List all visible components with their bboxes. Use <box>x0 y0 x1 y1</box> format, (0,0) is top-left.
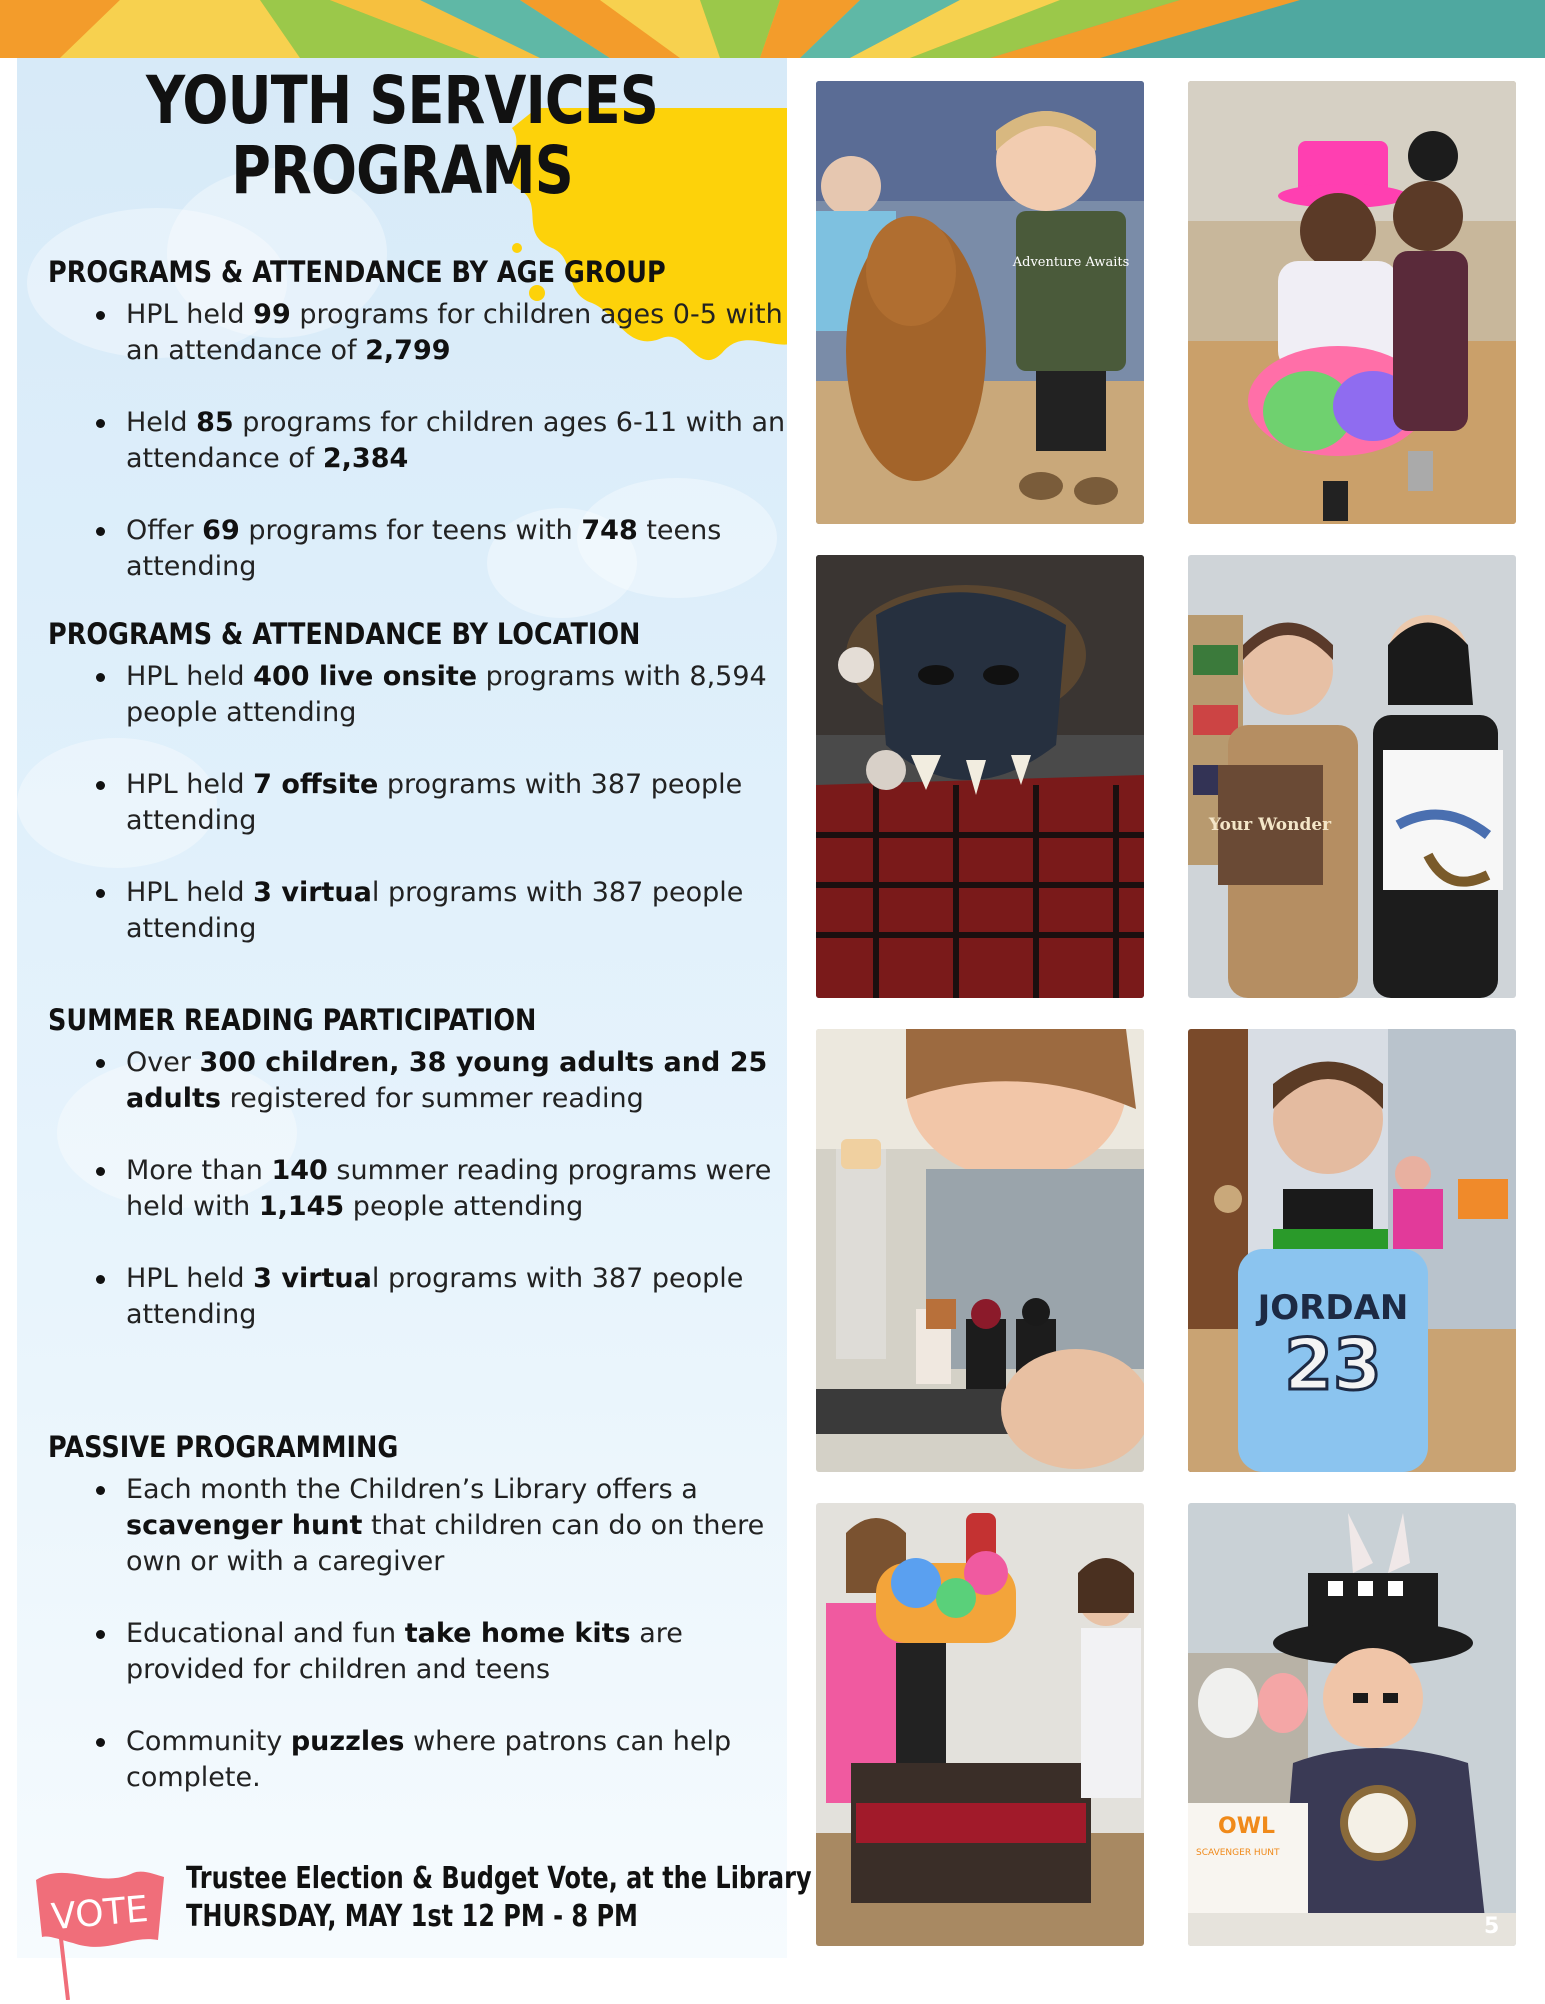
section-age-group <box>48 255 788 585</box>
section-heading: PROGRAMS & ATTENDANCE BY LOCATION <box>48 617 641 651</box>
photo-boy-jordan-lego <box>1188 1029 1516 1472</box>
list-item: Held 85 programs for children ages 6-11 with an attendance of 2,384 <box>96 405 788 477</box>
svg-text:Your Wonder: Your Wonder <box>1208 815 1332 835</box>
list-item: HPL held 3 virtual programs with 387 people attending <box>96 1261 788 1333</box>
photo-child-with-dog <box>816 81 1144 524</box>
photo-lego-figures <box>816 1029 1144 1472</box>
bullet-list <box>48 1472 788 1796</box>
list-item: HPL held 400 live onsite programs with 8,594 people attending <box>96 659 788 731</box>
section-passive-programming <box>48 1430 788 1796</box>
svg-text:VOTE: VOTE <box>49 1888 151 1939</box>
svg-text:SCAVENGER HUNT: SCAVENGER HUNT <box>1196 1848 1280 1858</box>
section-location <box>48 617 788 947</box>
vote-line-1: Trustee Election & Budget Vote, at the Library <box>186 1861 812 1896</box>
list-item: HPL held 99 programs for children ages 0-5 with an attendance of 2,799 <box>96 297 788 369</box>
section-heading: PASSIVE PROGRAMMING <box>48 1430 399 1464</box>
photo-woman-girl-book <box>1188 555 1516 998</box>
svg-text:OWL: OWL <box>1218 1814 1275 1839</box>
photo-kids-dress-up-trunk <box>816 1503 1144 1946</box>
vote-announcement <box>186 1860 812 1936</box>
photo-child-wolf-mask <box>816 555 1144 998</box>
svg-text:23: 23 <box>1284 1324 1382 1406</box>
bullet-list <box>48 659 788 947</box>
bullet-list <box>48 297 788 585</box>
list-item: Each month the Children’s Library offers a scavenger hunt that children can do on there own or with a caregiver <box>96 1472 788 1580</box>
list-item: Educational and fun take home kits are provided for children and teens <box>96 1616 788 1688</box>
page-number: 5 <box>1484 1914 1500 1939</box>
page-title <box>72 62 732 209</box>
vote-line-2: THURSDAY, MAY 1st 12 PM - 8 PM <box>186 1899 638 1934</box>
bullet-list <box>48 1045 788 1333</box>
svg-text:JORDAN: JORDAN <box>1257 1288 1409 1328</box>
title-line-2: PROGRAMS <box>231 132 573 209</box>
list-item: More than 140 summer reading programs were held with 1,145 people attending <box>96 1153 788 1225</box>
list-item: Community puzzles where patrons can help complete. <box>96 1724 788 1796</box>
list-item: Over 300 children, 38 young adults and 25 adults registered for summer reading <box>96 1045 788 1117</box>
list-item: Offer 69 programs for teens with 748 teens attending <box>96 513 788 585</box>
list-item: HPL held 3 virtual programs with 387 people attending <box>96 875 788 947</box>
list-item: HPL held 7 offsite programs with 387 people attending <box>96 767 788 839</box>
title-line-1: YOUTH SERVICES <box>145 62 659 139</box>
photo-girls-dress-up <box>1188 81 1516 524</box>
top-decorative-band <box>0 0 1545 58</box>
svg-text:Adventure Awaits: Adventure Awaits <box>1012 255 1130 270</box>
photo-woman-mad-hatter <box>1188 1503 1516 1946</box>
section-heading: PROGRAMS & ATTENDANCE BY AGE GROUP <box>48 255 666 289</box>
section-summer-reading <box>48 1003 788 1333</box>
section-heading: SUMMER READING PARTICIPATION <box>48 1003 537 1037</box>
vote-flag-icon <box>28 1855 173 2004</box>
